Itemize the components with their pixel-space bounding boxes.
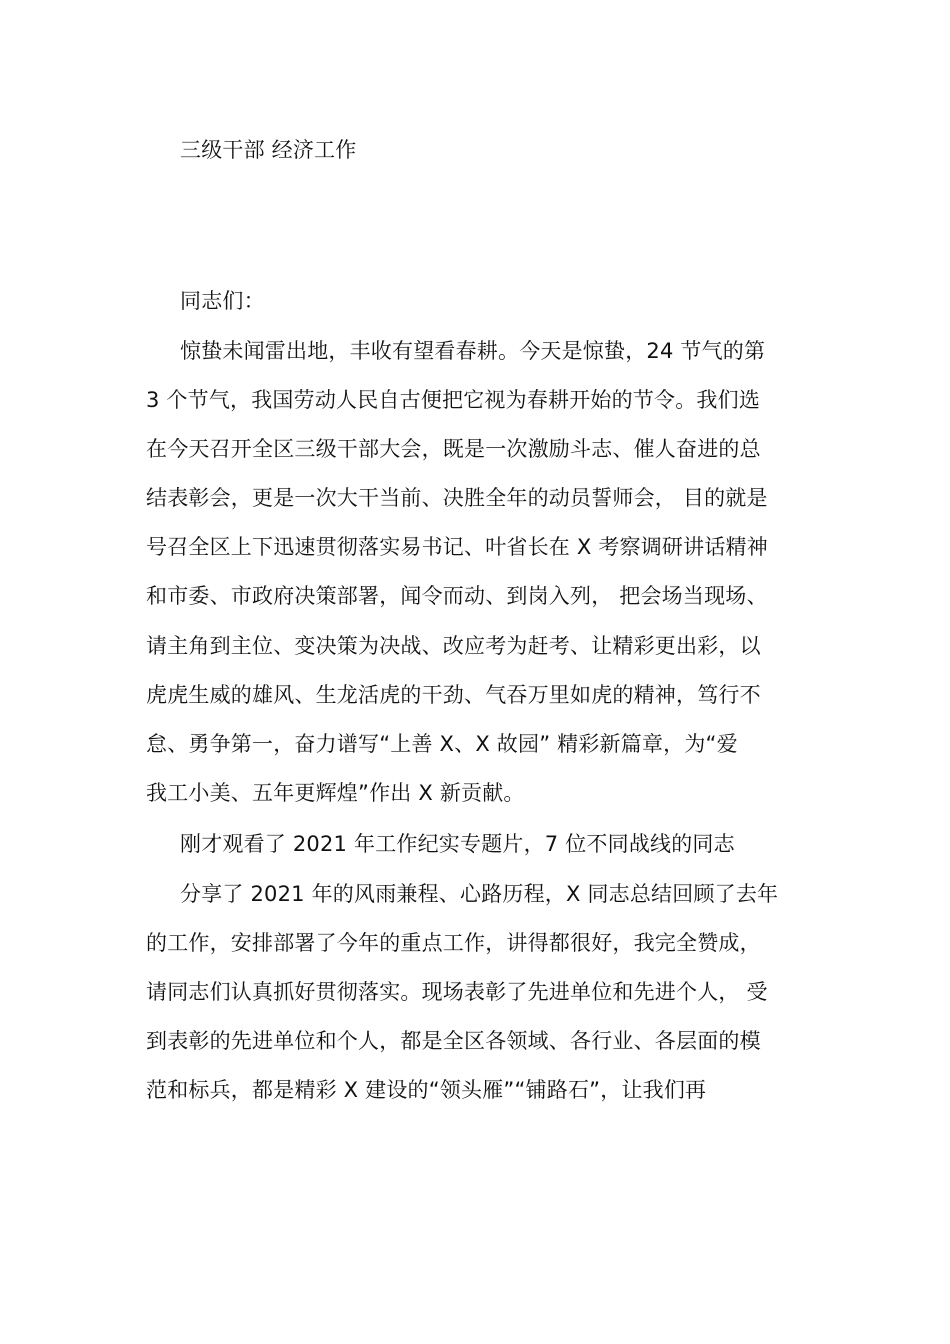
paragraph-line: 到表彰的先进单位和个人，都是全区各领域、各行业、各层面的模 xyxy=(146,1029,761,1053)
paragraph-line: 的工作，安排部署了今年的重点工作，讲得都很好，我完全赞成， xyxy=(146,931,761,955)
paragraph-line: 我工小美、五年更辉煌”作出 X 新贡献。 xyxy=(146,781,525,805)
paragraph-line: 请同志们认真抓好贯彻落实。现场表彰了先进单位和先进个人， 受 xyxy=(146,980,768,1004)
salutation: 同志们： xyxy=(180,289,265,313)
paragraph-line: 刚才观看了 2021 年工作纪实专题片，7 位不同战线的同志 xyxy=(180,832,735,856)
paragraph-line: 3 个节气，我国劳动人民自古便把它视为春耕开始的节令。我们选 xyxy=(146,388,761,412)
paragraph-line: 在今天召开全区三级干部大会，既是一次激励斗志、催人奋进的总 xyxy=(146,437,761,461)
paragraph-line: 结表彰会，更是一次大干当前、决胜全年的动员誓师会， 目的就是 xyxy=(146,486,768,510)
paragraph-line: 和市委、市政府决策部署，闻令而动、到岗入列， 把会场当现场、 xyxy=(146,584,768,608)
paragraph-line: 虎虎生威的雄风、生龙活虎的干劲、气吞万里如虎的精神，笃行不 xyxy=(146,683,761,707)
paragraph-line: 号召全区上下迅速贯彻落实易书记、叶省长在 X 考察调研讲话精神 xyxy=(146,535,768,559)
paragraph-line: 分享了 2021 年的风雨兼程、心路历程，X 同志总结回顾了去年 xyxy=(180,882,779,906)
document-title: 三级干部 经济工作 xyxy=(180,138,357,162)
paragraph-line: 范和标兵，都是精彩 X 建设的“领头雁”“铺路石”，让我们再 xyxy=(146,1078,707,1102)
paragraph-line: 怠、勇争第一，奋力谱写“上善 X、X 故园” 精彩新篇章，为“爱 xyxy=(146,732,738,756)
paragraph-line: 惊蛰未闻雷出地，丰收有望看春耕。今天是惊蛰，24 节气的第 xyxy=(180,339,766,363)
paragraph-line: 请主角到主位、变决策为决战、改应考为赶考、让精彩更出彩，以 xyxy=(146,634,761,658)
